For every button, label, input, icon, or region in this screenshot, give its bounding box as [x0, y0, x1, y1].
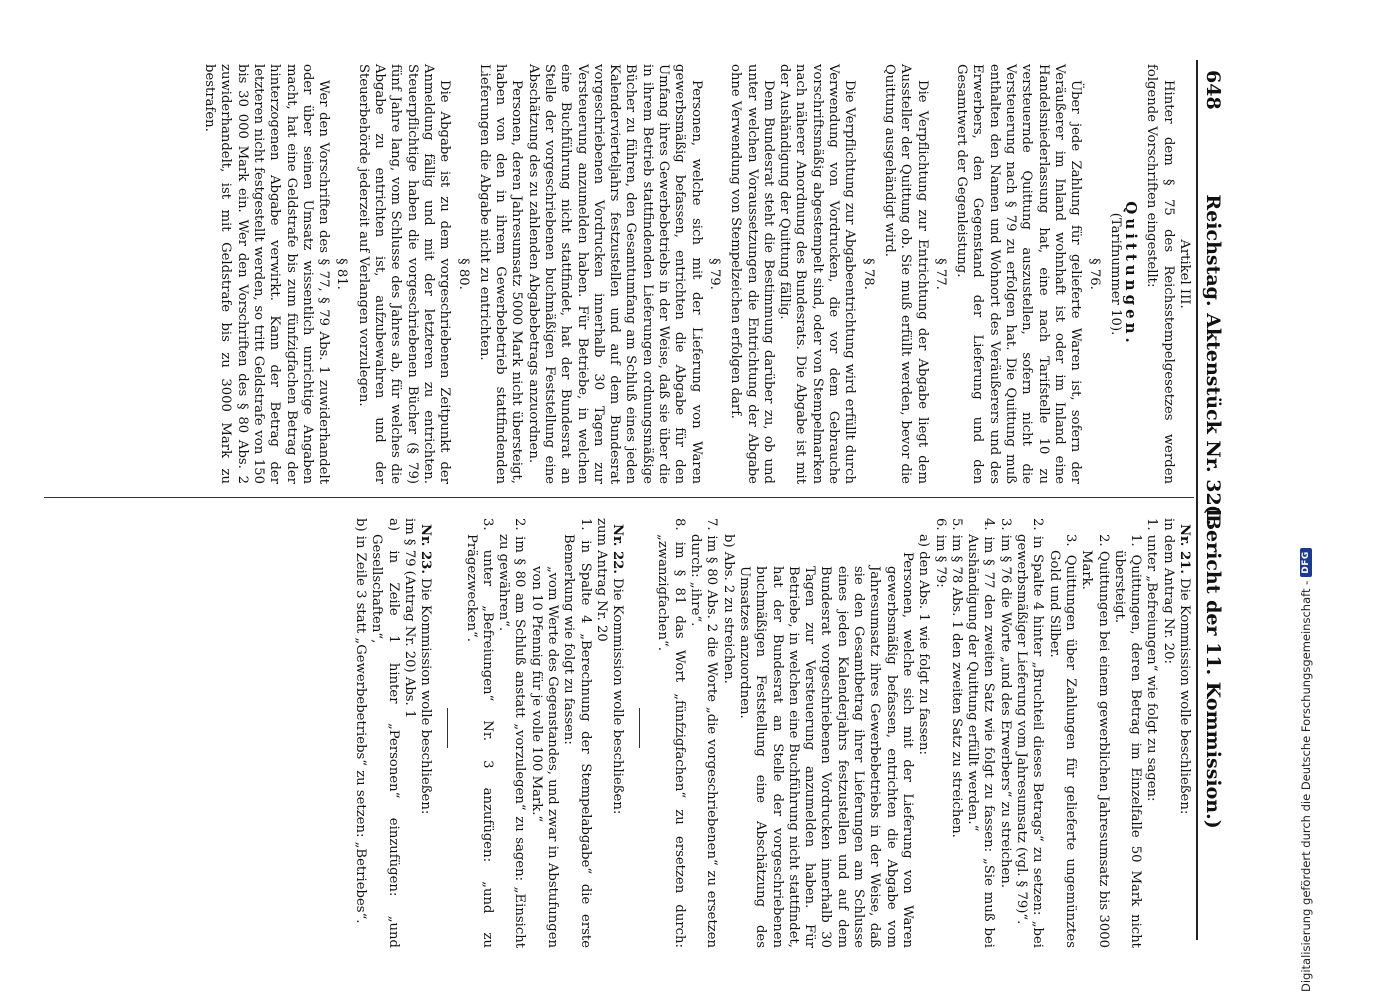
digitization-sidebar [1290, 0, 1383, 1000]
list-item: b) in Zeile 3 statt „Gewerbebetriebs“ zu setzen: „Betriebes“. [353, 518, 369, 924]
nr21-label: Nr. 21. [1177, 524, 1192, 574]
list-item: 4. im § 77 den zweiten Satz wie folgt zu fassen: „Sie muß bei Aushändigung der Quittung erfüllt werden.“ [965, 518, 997, 948]
section-76-text: Über jede Zahlung für gelieferte Waren ist, sofern der Veräußerer im Inland wohnhaft ist oder im Inland eine Handelsniederlassung hat, eine nach Tarifstelle 10 zu versteuernde Quittung auszustellen, sofern nicht die Versteuerung nach § 79 zu erfolgen hat. Die Quittung muß enthalten den Namen und Wohnort des Veräußerers und des Erwerbers, den Gegenstand der Lieferung und den Gesamtwert der Gegenleistung. [954, 64, 1084, 484]
list-item: 3. unter „Befreiungen“ Nr. 3 anzufügen: „und zu Prägezwecken“. [463, 518, 495, 948]
list-item: 1. in Spalte 4 „Berechnung der Stempelabgabe“ die erste Bemerkung wie folgt zu fassen: [561, 518, 593, 948]
list-item: a) den Abs. 1 wie folgt zu fassen: [916, 534, 932, 755]
list-item: 1. unter „Befreiungen“ wie folgt zu sagen: [1144, 518, 1160, 802]
nr23-label: Nr. 23. [418, 524, 434, 574]
nr22-label: Nr. 22. [610, 524, 626, 574]
section-80-heading: § 80. [455, 258, 471, 290]
header-left-title: Reichstag. Aktenstück Nr. 321. [1202, 194, 1224, 526]
list-item: 2. in Spalte 4 hinter „Bruchteil dieses Betrags“ zu setzen: „bei gewerbsmäßiger Lieferung vom Jahresumsatz (vgl. § 79)“. [1014, 518, 1046, 948]
list-item: 6. im § 79: [932, 518, 948, 588]
header-rule [1196, 60, 1198, 940]
nr22-intro: Die Kommission wolle beschließen: [610, 578, 626, 815]
list-item: 2. Quittungen bei einem gewerblichen Jahresumsatz bis 3000 Mark. [1079, 534, 1111, 948]
list-item: 3. Quittungen über Zahlungen für gelieferte ungemünztes Gold und Silber. [1046, 534, 1078, 948]
right-column [352, 508, 1192, 948]
section-79-text-1: Personen, welche sich mit der Lieferung von Waren gewerbsmäßig befassen, entrichten die Abgabe für den Umfang ihres Gewerbebetriebs in der Weise, daß sie über die in ihrem Betrieb stattfindenden Lieferungen ordnungsmäßige Bücher zu führen, den Gesamtumfang am Schluß eines jeden Kalendervierteljahrs festzustellen und auf dem Bundesrat vorgeschriebenen Vordrucken innerhalb 30 Tagen zur Versteuerung anzumelden haben. Für Betriebe, in welchen eine Buchführung nicht stattfindet, hat der Bundesrat an Stelle der vorgeschriebenen buchmäßigen Feststellung eine Abschätzung des zu zahlenden Abgabebetrags anzuordnen. [525, 64, 704, 484]
section-80-text: Die Abgabe ist zu dem vorgeschriebenen Zeitpunkt der Anmeldung fällig und mit der letzteren zu entrichten. Steuerpflichtige haben die vorgeschriebenen Bücher (§ 79) fünf Jahre lang, vom Schlusse des Jahres ab, für welches die Abgabe zu entrichten ist, aufzubewahren und der Steuerbehörde jederzeit auf Verlangen vorzulegen. [355, 64, 453, 484]
list-item: a) in Zeile 1 hinter „Personen“ einzufügen: „und Gesellschaften“, [369, 518, 401, 948]
dfg-logo: DFG [1300, 548, 1312, 577]
header-right-title: (Bericht der 11. Kommission.) [1202, 505, 1224, 829]
list-item: 2. im § 80 am Schluß anstatt „vorzulegen“ zu sagen: „Einsicht zu gewähren“. [496, 518, 528, 948]
list-item: 1. Quittungen, deren Betrag im Einzelfalle 50 Mark nicht übersteigt. [1111, 534, 1144, 948]
list-item: 7. im § 80 Abs. 2 die Worte „die vorgeschriebenen“ zu ersetzen durch: „ihre“. [688, 518, 720, 948]
section-title: Quittungen. [1122, 201, 1141, 347]
nr22-sub: zum Antrag Nr. 20 [593, 518, 609, 642]
list-item: Personen, welche sich mit der Lieferung von Waren gewerbsmäßig befassen, entrichten die Abgabe vom Jahresumsatz ihres Gewerbebetriebs in der Weise, daß sie den Gesamtbetrag ihrer Lieferungen am Schlusse eines jeden Kalenderjahrs festzustellen und auf dem Bundesrat vorgeschriebenen Vordrucken innerhalb 30 Tagen zur Versteuerung anzumelden haben. Für Betriebe, in welchen eine Buchführung nicht stattfindet, hat der Bundesrat an Stelle der vorgeschriebenen buchmäßigen Feststellung eine Abschätzung des Umsatzes anzuordnen. [736, 552, 915, 948]
artikel-intro: Hinter dem § 75 des Reichsstempelgesetzes werden folgende Vorschriften eingestellt: [1144, 64, 1176, 484]
tarif-number: (Tarifnummer 10). [1107, 212, 1123, 336]
short-divider [447, 708, 448, 748]
artikel-heading: Artikel III. [1177, 239, 1192, 309]
nr23-sub: im § 79 (Antrag Nr. 20) Abs. 1 [401, 518, 417, 719]
page-header [1196, 0, 1224, 1000]
section-77-text: Die Verpflichtung zur Entrichtung der Abgabe liegt dem Aussteller der Quittung ob. Sie muß erfüllt werden, bevor die Quittung ausgehändigt wird. [881, 64, 930, 484]
funding-credit-text: Digitalisierung gefördert durch die Deutsche Forschungsgemeinschaft - [1299, 580, 1313, 992]
section-79-heading: § 79. [706, 258, 722, 290]
section-81-heading: § 81. [334, 258, 350, 290]
list-item: 8. im § 81 das Wort „fünfzigfachen“ zu ersetzen durch: „zwanzigfachen“. [655, 518, 687, 948]
list-item: 3. im § 76 die Worte „und des Erwerbers“ zu streichen. [997, 518, 1013, 888]
column-divider [44, 497, 1194, 498]
section-78-text-2: Dem Bundesrat steht die Bestimmung darüber zu, ob und unter welchen Voraussetzungen die Entrichtung der Abgabe ohne Verwendung von Stempelzeichen erfolgen darf. [728, 64, 776, 484]
list-item: b) Abs. 2 zu streichen. [720, 534, 736, 684]
section-78-heading: § 78. [860, 258, 876, 290]
list-item: 5. im § 78 Abs. 1 den zweiten Satz zu streichen. [948, 518, 964, 838]
section-81-text: Wer den Vorschriften des § 77, § 79 Abs. 1 zuwiderhandelt oder über seinen Umsatz wissentlich unrichtige Angaben macht, hat eine Geldstrafe bis zum fünfzigfachen Betrag der hinterzogenen Abgabe verwirkt. Kann der Betrag der letzteren nicht festgestellt werden, so tritt Geldstrafe von 150 bis 30 000 Mark ein. Wer den Vorschriften des § 80 Abs. 2 zuwiderhandelt, ist mit Geldstrafe bis zu 3000 Mark zu bestrafen. [202, 64, 332, 484]
funding-credit [1291, 0, 1321, 1000]
left-column [201, 64, 1192, 484]
section-77-heading: § 77. [932, 258, 948, 290]
section-78-text-1: Die Verpflichtung zur Abgabeentrichtung wird erfüllt durch Verwendung von Vordrucken, die vor dem Gebrauche vorschriftsmäßig abgestempelt sind, oder von Stempelmarken nach näherer Anordnung des Bundesrats. Die Abgabe ist mit der Aushändigung der Quittung fällig. [777, 64, 858, 484]
nr21-sub: in dem Antrag Nr. 20: [1160, 518, 1176, 664]
page-number: 648 [1202, 70, 1224, 110]
nr23-intro: Die Kommission wolle beschließen: [418, 578, 434, 815]
list-item: „vom Werte des Gegenstandes, und zwar in Abstufungen von 10 Pfennig für je volle 100 Mark.“ [528, 566, 561, 948]
nr21-intro: Die Kommission wolle beschließen: [1177, 578, 1192, 815]
short-divider [639, 708, 640, 748]
section-76-heading: § 76. [1086, 258, 1102, 290]
section-79-text-2: Personen, deren Jahresumsatz 5000 Mark nicht übersteigt, haben von den in ihrem Gewerbebetrieb stattfindenden Lieferungen die Abgabe nicht zu entrichten. [476, 64, 525, 484]
